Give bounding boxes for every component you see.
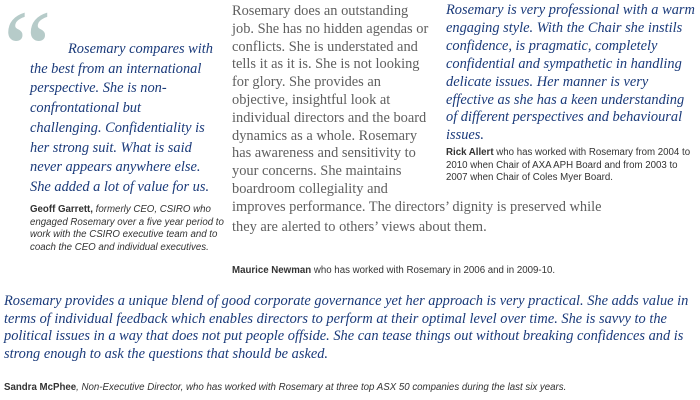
testimonial-quote-newman-continued: improves performance. The directors’ dignity is preserved while they are alerted to others’ views about them. — [232, 199, 602, 235]
testimonial-quote-allert: Rosemary is very professional with a warm engaging style. With the Chair she instils confidence, is pragmatic, completely confidential and sympathetic in handling delicate issues. Her manner is very effective as she has a keen understanding of different perspectives and behavioural issues. — [446, 2, 695, 144]
testimonial-attribution-allert — [446, 147, 696, 185]
author-name: Rick Allert — [446, 147, 494, 158]
author-details: who has worked with Rosemary from 2004 to 2010 when Chair of AXA APH Board and from 2003 to 2007 when Chair of Coles Myer Board. — [446, 147, 691, 184]
testimonial-attribution-newman — [232, 265, 652, 277]
quote-mark-icon: “ — [3, 0, 46, 110]
author-name: Sandra McPhee — [4, 382, 77, 393]
testimonial-attribution-garrett — [30, 204, 228, 254]
testimonial-quote-garrett: Rosemary compares with the best from an international perspective. She is non-confrontational but challenging. Confidentiality is her strong suit. What is said never appears anywhere else. She added a lot of value for us. — [30, 41, 213, 195]
testimonial-quote-mcphee: Rosemary provides a unique blend of good corporate governance yet her approach is very practical. She adds value in terms of individual feedback which enables directors to perform at their optimal level over time. She is savvy to the political issues in a way that does not put people offside. She can tease things out without breaking confidences and is strong enough to ask the questions that should be asked. — [4, 293, 689, 362]
author-details: , Non-Executive Director, who has worked with Rosemary at three top ASX 50 companies during the last six years. — [76, 382, 567, 393]
testimonial-quote-newman: Rosemary does an outstanding job. She has no hidden agendas or conflicts. She is understated and tells it as it is. She is not looking for glory. She provides an objective, insightful look at individual directors and the board dynamics as a whole. Rosemary has awareness and sensitivity to your concerns. She maintains boardroom collegiality and — [232, 3, 429, 197]
author-details: formerly CEO, CSIRO who engaged Rosemary over a five year period to work with the CSIRO executive team and to coach the CEO and individual executives. — [30, 204, 224, 253]
author-name: Maurice Newman — [232, 265, 312, 276]
author-name: Geoff Garrett, — [30, 204, 93, 215]
testimonial-attribution-mcphee — [4, 382, 698, 394]
author-details: who has worked with Rosemary in 2006 and in 2009-10. — [311, 265, 556, 276]
